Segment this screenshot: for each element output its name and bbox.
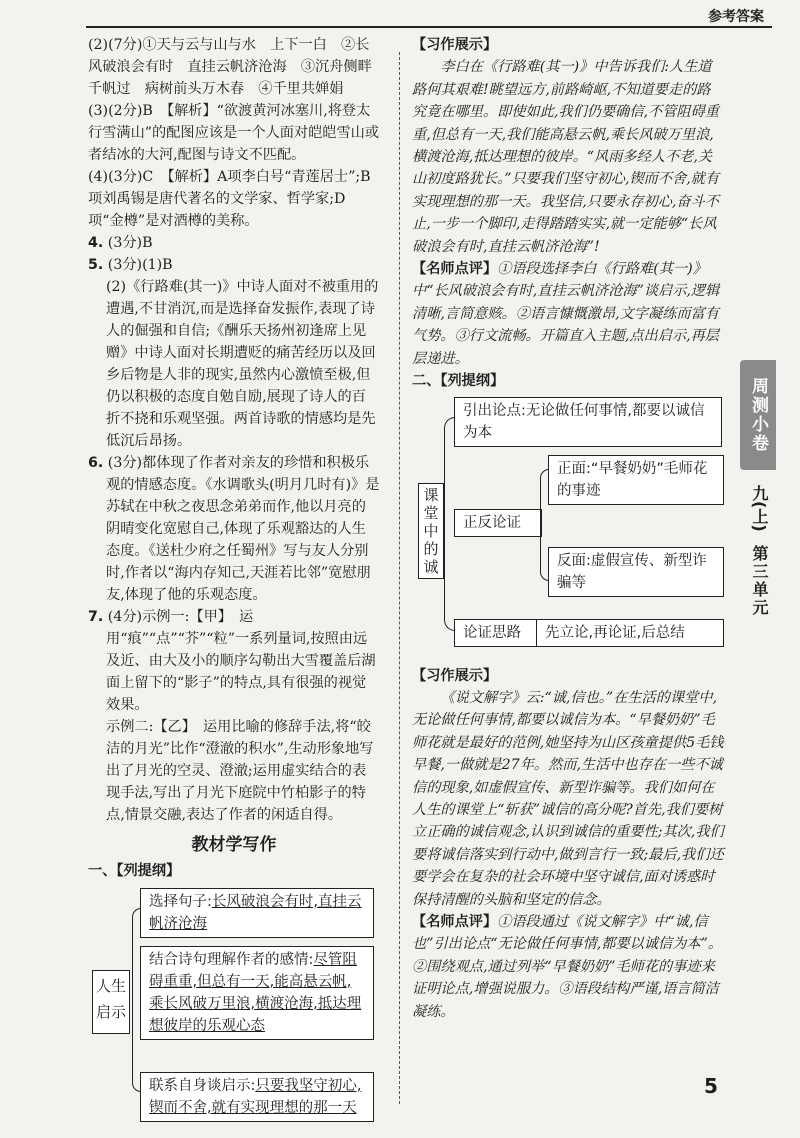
side-grade: 九(上) xyxy=(750,485,769,532)
outline-label-2: 二、【列提纲】 xyxy=(412,373,505,390)
q6-number: 6. xyxy=(88,455,104,471)
showcase-label-2: 【习作展示】 xyxy=(412,667,498,684)
map2-thesis-text: 引出论点:无论做任何事情,都要以诚信为本 xyxy=(463,402,705,441)
answer-6 xyxy=(88,452,380,606)
q4-text: (3分)B xyxy=(107,235,153,251)
map2-root-text: 课堂中的诚 xyxy=(423,485,439,576)
map2-approach-value xyxy=(536,619,724,647)
side-unit: 第三单元 xyxy=(750,545,769,617)
side-tab: 周测小卷 xyxy=(740,360,776,470)
map2-positive xyxy=(548,455,724,505)
section-title: 教材学写作 xyxy=(191,835,277,855)
q6-text: (3分)都体现了作者对亲友的珍惜和积极乐观的情感态度。《水调歌头(明月几时有)》是苏轼在中秋之夜思念弟弟而作,他以月亮的阴晴变化宽慰自己,体现了乐观豁达的人生态度。《送杜少府之任蜀州》写与友人分别时,作者以“海内存知己,天涯若比邻”宽慰朋友,体现了他的乐观态度。 xyxy=(106,455,380,603)
map2-root xyxy=(418,483,444,579)
answer-4 xyxy=(88,232,380,254)
map1-branch-2-value: 尽管阻碍重重,但总有一天,能高悬云帆,乘长风破万里浪,横渡沧海,抵达理想彼岸的乐观心态 xyxy=(149,952,362,1034)
map1-branch-1-value: 长风破浪会有时,直挂云帆济沧海 xyxy=(149,894,362,932)
showcase-text-2: 《说文解字》云:“诚,信也。”在生活的课堂中,无论做任何事情,都要以诚信为本。“早餐奶奶”毛师花就是最好的范例,她坚持为山区孩童提供5毛钱早餐,一做就是27年。然而,生活中也存在一些不诚信的现象,如虚假宣传、新型诈骗等。我们如何在人生的课堂上“斩获”诚信的高分呢?首先,我们要树立正确的诚信观念,认识到诚信的重要性;其次,我们要将诚信落实到行动中,做到言行一致;最后,我们还要学会在复杂的社会环境中坚守诚信,面对诱惑时保持清醒的头脑和坚定的信念。 xyxy=(412,689,724,908)
q5-number: 5. xyxy=(88,257,104,273)
map2-approach xyxy=(454,619,542,647)
header-title: 参考答案 xyxy=(708,9,764,25)
map1-root xyxy=(92,970,130,1034)
comment-text-2: ①语段通过《说文解字》中“诚,信也”引出论点“无论做任何事情,都要以诚信为本”。②围绕观点,通过列举“早餐奶奶”毛师花的事迹来证明论点,增强说服力。③语段结构严谨,语言简洁凝练。 xyxy=(412,913,723,1020)
map2-argument-text: 正反论证 xyxy=(463,514,521,531)
comment-label-2: 【名师点评】 xyxy=(412,913,498,930)
answer-7b: 示例二:【乙】 运用比喻的修辞手法,将“皎洁的月光”比作“澄澈的积水”,生动形象地写出了月光的空灵、澄澈;运用虚实结合的表现手法,写出了月光下庭院中竹柏影子的特点,情景交融,表达了作者的闲适自得。 xyxy=(106,719,374,823)
answer-3-3: (3)(2分)B 【解析】“欲渡黄河冰塞川,将登太行雪满山”的配图应该是一个人面对皑皑雪山或者结冰的大河,配图与诗文不匹配。 xyxy=(88,103,380,163)
map2-approach-value-text: 先立论,再论证,后总结 xyxy=(545,624,685,641)
map1-branch-3-value: 只要我坚守初心,锲而不舍,就有实现理想的那一天 xyxy=(149,1078,362,1116)
q7-text: (4分)示例一:【甲】 运用“痕”“点”“芥”“粒”一系列量词,按照由远及近、由大及小的顺序勾勒出大雪覆盖后湖面上留下的“影子”的特点,具有很强的视觉效果。 xyxy=(106,609,376,713)
map1-branch-1 xyxy=(140,888,374,938)
map1-branch-1-label: 选择句子: xyxy=(149,894,212,910)
answer-3-4: (4)(3分)C 【解析】A项李白号“青莲居士”;B项刘禹锡是唐代著名的文学家、哲学家;D项“金樽”是对酒樽的美称。 xyxy=(88,169,371,229)
map2-positive-text: 正面:“早餐奶奶”毛师花的事迹 xyxy=(557,460,708,499)
outline-map-2 xyxy=(412,397,724,665)
map1-branch-3-label: 联系自身谈启示: xyxy=(149,1078,256,1094)
map1-root-text: 人生启示 xyxy=(95,977,126,1021)
map1-branch-3 xyxy=(140,1072,374,1122)
q7-number: 7. xyxy=(88,609,104,625)
map2-negative xyxy=(548,547,724,597)
showcase-label-1: 【习作展示】 xyxy=(412,37,498,53)
map1-branch-2-label: 结合诗句理解作者的感情: xyxy=(149,952,314,968)
outline-label-1: 一、【列提纲】 xyxy=(88,863,181,879)
right-column xyxy=(412,34,724,1023)
comment-label-1: 【名师点评】 xyxy=(412,261,498,278)
page-number: 5 xyxy=(704,1074,718,1098)
showcase-text-1: 李白在《行路难(其一)》中告诉我们:人生道路何其艰难!眺望远方,前路崎岖,不知道要走的路究竟在哪里。即使如此,我们仍要确信,不管阻碍重重,但总有一天,我们能高悬云帆,乘长风破万里浪,横渡沧海,抵达理想的彼岸。“风雨多经人不老,关山初度路犹长。”只要我们坚守初心,锲而不舍,就有实现理想的那一天。我坚信,只要永存初心,奋斗不止,一步一个脚印,走得踏踏实实,就一定能够“长风破浪会有时,直挂云帆济沧海”! xyxy=(412,59,720,255)
comment-1 xyxy=(412,258,724,370)
q4-number: 4. xyxy=(88,235,104,251)
map1-branch-2 xyxy=(140,946,374,1040)
q5-text: (3分)(1)B xyxy=(107,257,173,273)
answer-3-2: (2)(7分)①天与云与山与水 上下一白 ②长风破浪会有时 直挂云帆济沧海 ③沉舟侧畔千帆过 病树前头万木春 ④千里共婵娟 xyxy=(88,37,372,97)
header-rule xyxy=(86,26,772,28)
comment-2 xyxy=(412,911,724,1023)
map2-argument xyxy=(454,509,542,537)
answer-5-1 xyxy=(88,254,380,276)
answer-7a xyxy=(88,606,380,716)
map2-thesis xyxy=(454,397,722,447)
map2-approach-text: 论证思路 xyxy=(463,624,521,641)
comment-text-1: ①语段选择李白《行路难(其一)》中“长风破浪会有时,直挂云帆济沧海”谈启示,逻辑清晰,言简意赅。②语言慷慨激昂,文字凝练而富有气势。③行文流畅。开篇直入主题,点出启示,再层层递进。 xyxy=(412,261,720,367)
answer-5-2: (2)《行路难(其一)》中诗人面对不被重用的遭遇,不甘消沉,而是选择奋发振作,表现了诗人的倔强和自信;《酬乐天扬州初逢席上见赠》中诗人面对长期遭贬的痛苦经历以及回乡后物是人非的现实,虽然内心激愤至极,但仍以积极的态度自勉自励,展现了诗人的百折不挠和乐观坚强。两首诗歌的情感均是先低沉后昂扬。 xyxy=(106,279,379,449)
column-divider xyxy=(399,52,400,1104)
map2-negative-text: 反面:虚假宣传、新型诈骗等 xyxy=(557,552,707,591)
outline-map-1 xyxy=(88,888,380,1138)
left-column xyxy=(88,34,380,1138)
page-header xyxy=(0,0,800,28)
